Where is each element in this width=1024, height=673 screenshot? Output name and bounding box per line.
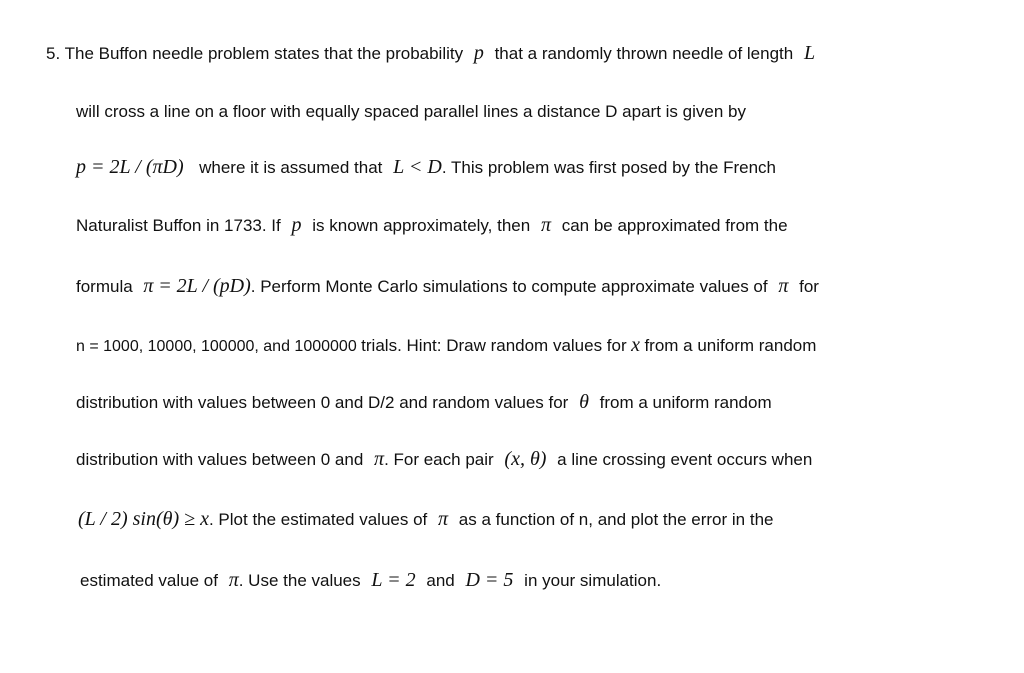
pi-symbol: π xyxy=(152,156,163,178)
condition-L-less-D: L < D xyxy=(393,156,442,178)
problem-line-8 xyxy=(76,448,812,471)
line-1-text-a: The Buffon needle problem states that the probability xyxy=(64,44,464,63)
value-L: L = 2 xyxy=(371,569,416,591)
problem-line-9 xyxy=(78,508,773,531)
line-6-text-c: from a uniform random xyxy=(644,336,817,355)
line-5-text-c: for xyxy=(799,277,819,296)
line-10-text-b: . Use the values xyxy=(238,571,361,590)
theta-symbol: θ xyxy=(579,391,589,413)
symbol-p: p xyxy=(291,214,302,236)
problem-line-2 xyxy=(76,101,746,123)
line-9-text-b: as a function of n, and plot the error in the xyxy=(458,510,774,529)
pi-symbol: π xyxy=(540,214,551,236)
problem-line-10 xyxy=(80,569,661,592)
problem-line-3 xyxy=(76,156,776,179)
and-text: and xyxy=(426,571,455,590)
pi-symbol: π xyxy=(228,569,239,591)
symbol-L: L xyxy=(803,42,816,64)
line-4-text-c: can be approximated from the xyxy=(561,216,788,235)
line-1-text-b: that a randomly thrown needle of length xyxy=(494,44,794,63)
pi-symbol: π xyxy=(778,275,789,297)
symbol-x: x xyxy=(631,334,640,356)
line-8-text-c: a line crossing event occurs when xyxy=(557,450,813,469)
pi-symbol: π xyxy=(374,448,385,470)
probability-formula-pre: p = 2L / ( xyxy=(76,156,153,178)
line-8-text-b: . For each pair xyxy=(384,450,494,469)
line-5-text-a: formula xyxy=(76,277,133,296)
symbol-p: p xyxy=(473,42,484,64)
line-3-text-b: . This problem was first posed by the French xyxy=(441,158,777,177)
problem-number: 5. xyxy=(46,44,61,63)
line-10-text-a: estimated value of xyxy=(80,571,218,590)
line-3-text-a: where it is assumed that xyxy=(199,158,383,177)
line-7-text-a: distribution with values between 0 and D/2 and random values for xyxy=(76,393,569,412)
line-9-text-a: . Plot the estimated values of xyxy=(208,510,428,529)
probability-formula-post: D) xyxy=(162,156,184,178)
pair-x-theta: (x, θ) xyxy=(504,448,547,470)
problem-line-7 xyxy=(76,391,772,414)
pi-estimate-formula: = 2L / (pD) xyxy=(158,275,251,297)
line-8-text-a: distribution with values between 0 and xyxy=(76,450,364,469)
line-4-text-a: Naturalist Buffon in 1733. If xyxy=(76,216,281,235)
line-2-text: will cross a line on a floor with equally spaced parallel lines a distance D apart is given by xyxy=(76,102,746,121)
value-D: D = 5 xyxy=(465,569,514,591)
line-5-text-b: . Perform Monte Carlo simulations to compute approximate values of xyxy=(250,277,768,296)
line-7-text-b: from a uniform random xyxy=(599,393,772,412)
problem-line-4 xyxy=(76,214,788,237)
crossing-condition: (L / 2) sin(θ) ≥ x xyxy=(78,508,209,530)
problem-line-5 xyxy=(76,275,819,298)
problem-line-6 xyxy=(76,334,816,358)
trial-counts: n = 1000, 10000, 100000, and 1000000 xyxy=(76,338,357,355)
line-4-text-b: is known approximately, then xyxy=(312,216,531,235)
problem-line-1 xyxy=(46,42,815,65)
pi-symbol: π xyxy=(143,275,154,297)
line-10-text-c: in your simulation. xyxy=(524,571,662,590)
line-6-text-b: trials. Hint: Draw random values for xyxy=(361,336,627,355)
pi-symbol: π xyxy=(438,508,449,530)
